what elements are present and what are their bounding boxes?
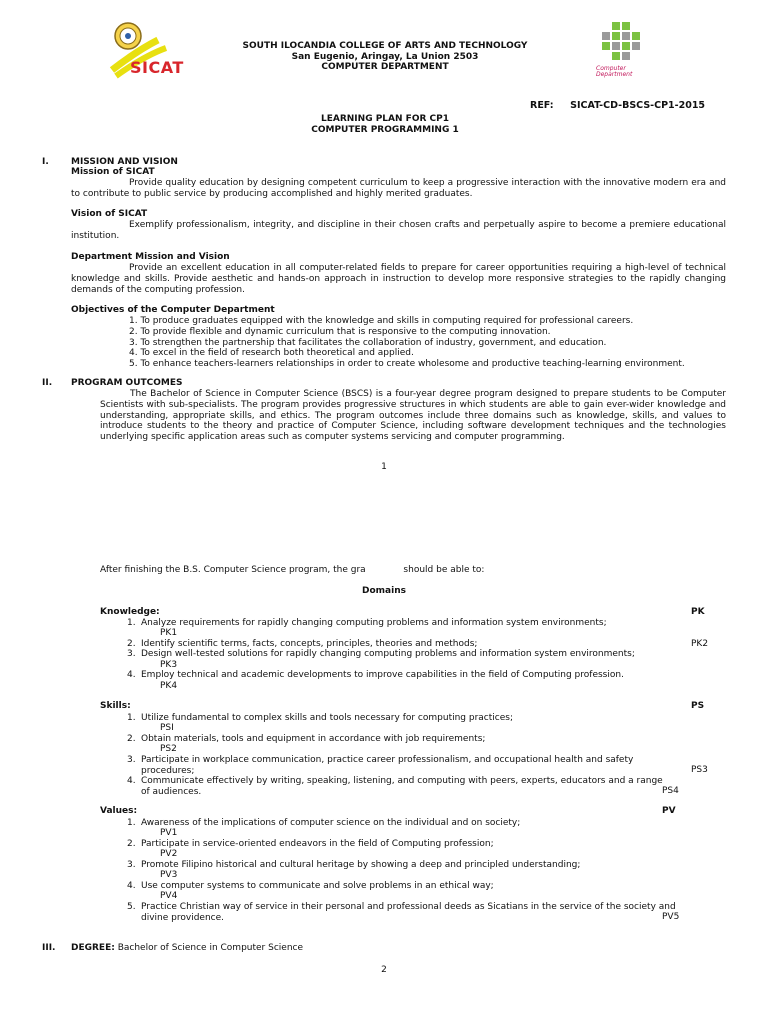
objectives-title: Objectives of the Computer Department [71, 305, 275, 315]
mission-title: Mission of SICAT [71, 167, 155, 177]
item-code: PV2 [160, 849, 178, 859]
document-title [200, 114, 570, 135]
title-line-2: COMPUTER PROGRAMMING 1 [311, 124, 459, 135]
list-item: 5. To enhance teachers-learners relationships in order to create wholesome and productive teaching-learning environment. [129, 359, 685, 370]
sicat-logo [108, 20, 192, 80]
section-1-title: MISSION AND VISION [71, 157, 178, 167]
reference-code [530, 100, 705, 111]
list-item [127, 713, 687, 724]
list-item [127, 755, 647, 777]
sicat-logo-text: SICAT [130, 58, 184, 77]
section-3-number: III. [42, 943, 56, 953]
college-address: San Eugenio, Aringay, La Union 2503 [291, 51, 479, 62]
item-text: Design well-tested solutions for rapidly changing computing problems and information system environments; [141, 649, 635, 659]
dept-mission-title: Department Mission and Vision [71, 252, 230, 262]
item-number: 2. [127, 734, 136, 744]
item-text: Obtain materials, tools and equipment in accordance with job requirements; [141, 734, 486, 744]
item-number: 4. [127, 881, 136, 891]
title-line-1: LEARNING PLAN FOR CP1 [321, 114, 449, 124]
ref-label: REF: [530, 100, 554, 111]
outcomes-intro-end: should be able to: [403, 565, 485, 575]
item-text: Practice Christian way of service in their personal and professional deeds as Sicatians in the service of the society and divine providence. [141, 902, 676, 923]
list-item [127, 649, 687, 660]
values-code: PV [662, 806, 676, 816]
mission-text: Provide quality education by designing competent curriculum to keep a progressive interaction with the innovative modern era and to contribute to public service by producing accomplished and highly merited graduates. [71, 178, 726, 199]
list-item [127, 881, 687, 892]
item-code: PV1 [160, 828, 178, 838]
list-item: 1. To produce graduates equipped with the knowledge and skills in computing required for professional careers. [129, 316, 634, 326]
item-number: 3. [127, 649, 136, 659]
item-number: 2. [127, 639, 136, 649]
skills-title: Skills: [100, 701, 131, 711]
list-item [127, 776, 667, 798]
page-number-1: 1 [381, 462, 387, 472]
item-code: PS4 [662, 786, 679, 796]
item-code: PS2 [160, 744, 177, 754]
program-outcomes-text: The Bachelor of Science in Computer Science (BSCS) is a four-year degree program designed to prepare students to be Computer Scientists with sub-specialists. The program provides progressive structures in which students are able to gain ever-wider knowledge and understanding, appropriate skills, and ethics. The program outcomes include three domains such as knowledge, skills, and values to introduce students to the theory and practice of Computer Science, including software development techniques and the technologies underlying specific application areas such as computer systems servicing and computer programming. [100, 389, 726, 443]
item-code: PK1 [160, 628, 178, 638]
item-code: PSI [160, 723, 174, 733]
item-text: Analyze requirements for rapidly changing computing problems and information system environments; [141, 618, 607, 628]
computer-department-logo-text: Computer Department [596, 65, 633, 78]
item-code: PK2 [691, 639, 709, 649]
item-number: 5. [127, 902, 136, 912]
list-item: 3. To strengthen the partnership that facilitates the collaboration of industry, government, and education. [129, 337, 607, 348]
item-code: PK3 [160, 660, 178, 670]
item-number: 3. [127, 755, 136, 765]
list-item: 2. To provide flexible and dynamic curriculum that is responsive to the computing innovation. [129, 326, 551, 337]
ref-value: SICAT-CD-BSCS-CP1-2015 [570, 100, 706, 111]
knowledge-title: Knowledge: [100, 607, 160, 617]
page-number-2: 2 [381, 965, 387, 975]
section-2-number: II. [42, 378, 53, 388]
list-item [127, 839, 687, 850]
item-number: 4. [127, 670, 136, 680]
item-number: 3. [127, 860, 136, 870]
item-code: PV5 [662, 912, 680, 922]
knowledge-code: PK [691, 607, 705, 617]
section-2-title: PROGRAM OUTCOMES [71, 378, 183, 388]
item-text: Promote Filipino historical and cultural heritage by showing a deep and principled understanding; [141, 860, 581, 870]
document-header [200, 41, 570, 73]
list-item: 4. To excel in the field of research both theoretical and applied. [129, 348, 414, 359]
item-number: 1. [127, 713, 136, 723]
item-text: Awareness of the implications of computer science on the individual and on society; [141, 818, 521, 828]
item-code: PK4 [160, 681, 178, 691]
outcomes-intro-start: After finishing the B.S. Computer Science program, the gra [100, 565, 366, 575]
objectives-list [129, 316, 729, 370]
item-number: 4. [127, 776, 136, 786]
department-name: COMPUTER DEPARTMENT [321, 62, 449, 73]
item-text: Use computer systems to communicate and solve problems in an ethical way; [141, 881, 494, 891]
item-text: Participate in workplace communication, practice career professionalism, and occupational health and safety procedures; [141, 755, 634, 776]
degree-label: DEGREE: [71, 943, 115, 953]
item-number: 1. [127, 818, 136, 828]
degree-line [71, 943, 303, 954]
college-name: SOUTH ILOCANDIA COLLEGE OF ARTS AND TECHNOLOGY [242, 41, 528, 51]
domains-title: Domains [362, 586, 406, 596]
list-item [127, 734, 687, 745]
list-item [127, 618, 687, 629]
outcomes-intro [100, 565, 484, 576]
item-code: PV3 [160, 870, 178, 880]
computer-department-logo [594, 20, 650, 80]
item-text: Communicate effectively by writing, speaking, listening, and computing with peers, experts, educators and a range of audiences. [141, 776, 663, 797]
item-text: Identify scientific terms, facts, concepts, principles, theories and methods; [141, 639, 478, 649]
list-item [127, 860, 687, 871]
list-item [127, 670, 687, 681]
vision-title: Vision of SICAT [71, 209, 148, 219]
skills-code: PS [691, 701, 705, 711]
dept-mission-text: Provide an excellent education in all computer-related fields to prepare for career opportunities requiring a high-level of technical knowledge and skills. Provide aesthetic and hands-on approach in instruction to develop more responsive strategies to the rapidly changing demands of the computing profession. [71, 263, 726, 295]
item-text: Employ technical and academic developments to improve capabilities in the field of Computing profession. [141, 670, 624, 680]
list-item [127, 818, 687, 829]
section-1-number: I. [42, 157, 49, 167]
list-item [127, 902, 679, 924]
item-code: PV4 [160, 891, 178, 901]
item-number: 1. [127, 618, 136, 628]
values-title: Values: [100, 806, 138, 816]
item-text: Participate in service-oriented endeavors in the field of Computing profession; [141, 839, 494, 849]
item-text: Utilize fundamental to complex skills and tools necessary for computing practices; [141, 713, 513, 723]
item-number: 2. [127, 839, 136, 849]
item-code: PS3 [691, 765, 708, 775]
degree-value: Bachelor of Science in Computer Science [117, 943, 304, 953]
vision-text: Exemplify professionalism, integrity, and discipline in their chosen crafts and perpetually aspire to become a premiere educational institution. [71, 220, 726, 241]
